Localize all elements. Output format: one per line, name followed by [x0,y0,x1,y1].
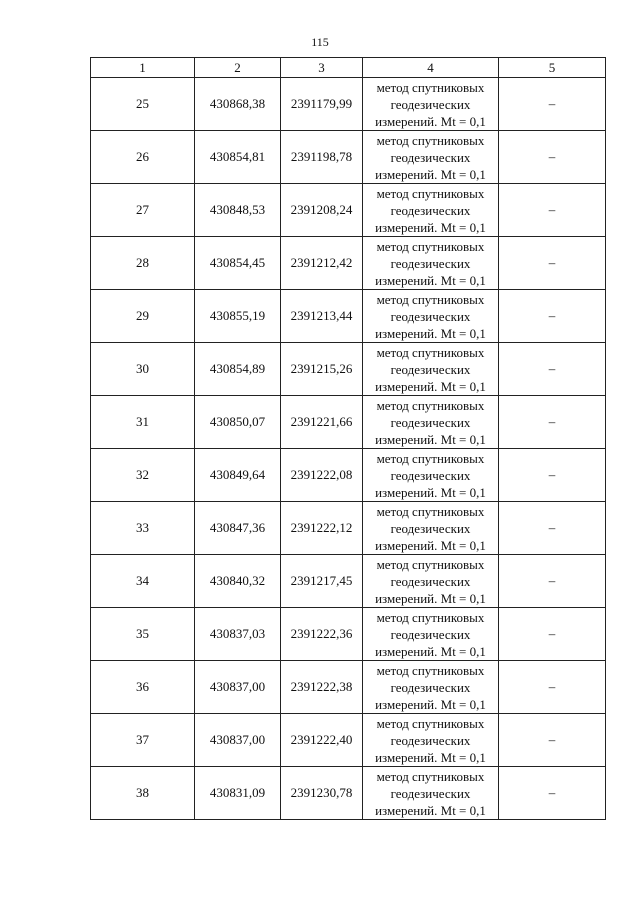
table-row [91,608,606,661]
y-coordinate-cell: 2391213,44 [281,290,363,343]
table-row [91,290,606,343]
method-cell: метод спутниковых геодезических измерений. Mt = 0,1 [363,555,499,608]
y-coordinate-cell: 2391212,42 [281,237,363,290]
table-row [91,237,606,290]
x-coordinate-cell: 430840,32 [195,555,281,608]
column-header-4: 4 [363,58,499,78]
y-coordinate-cell: 2391208,24 [281,184,363,237]
page-number: 115 [311,35,329,49]
note-cell: – [499,449,606,502]
point-number-cell: 32 [91,449,195,502]
note-cell: – [499,502,606,555]
note-cell: – [499,608,606,661]
table-row [91,767,606,820]
method-cell: метод спутниковых геодезических измерений. Mt = 0,1 [363,78,499,131]
x-coordinate-cell: 430850,07 [195,396,281,449]
table-body [91,78,606,820]
x-coordinate-cell: 430837,00 [195,661,281,714]
point-number-cell: 36 [91,661,195,714]
note-cell: – [499,237,606,290]
point-number-cell: 26 [91,131,195,184]
point-number-cell: 30 [91,343,195,396]
y-coordinate-cell: 2391222,38 [281,661,363,714]
x-coordinate-cell: 430831,09 [195,767,281,820]
y-coordinate-cell: 2391221,66 [281,396,363,449]
x-coordinate-cell: 430837,03 [195,608,281,661]
table-row [91,555,606,608]
note-cell: – [499,184,606,237]
table-row [91,502,606,555]
method-cell: метод спутниковых геодезических измерений. Mt = 0,1 [363,714,499,767]
table-row [91,449,606,502]
method-cell: метод спутниковых геодезических измерений. Mt = 0,1 [363,343,499,396]
method-cell: метод спутниковых геодезических измерений. Mt = 0,1 [363,396,499,449]
column-header-3: 3 [281,58,363,78]
y-coordinate-cell: 2391230,78 [281,767,363,820]
y-coordinate-cell: 2391222,12 [281,502,363,555]
note-cell: – [499,343,606,396]
table-row [91,396,606,449]
method-cell: метод спутниковых геодезических измерений. Mt = 0,1 [363,502,499,555]
point-number-cell: 25 [91,78,195,131]
x-coordinate-cell: 430854,89 [195,343,281,396]
x-coordinate-cell: 430848,53 [195,184,281,237]
column-header-2: 2 [195,58,281,78]
note-cell: – [499,767,606,820]
y-coordinate-cell: 2391222,40 [281,714,363,767]
table-row [91,343,606,396]
method-cell: метод спутниковых геодезических измерений. Mt = 0,1 [363,608,499,661]
point-number-cell: 34 [91,555,195,608]
method-cell: метод спутниковых геодезических измерений. Mt = 0,1 [363,449,499,502]
point-number-cell: 35 [91,608,195,661]
x-coordinate-cell: 430847,36 [195,502,281,555]
method-cell: метод спутниковых геодезических измерений. Mt = 0,1 [363,131,499,184]
y-coordinate-cell: 2391179,99 [281,78,363,131]
note-cell: – [499,290,606,343]
note-cell: – [499,661,606,714]
method-cell: метод спутниковых геодезических измерений. Mt = 0,1 [363,661,499,714]
table-row [91,184,606,237]
x-coordinate-cell: 430855,19 [195,290,281,343]
y-coordinate-cell: 2391222,36 [281,608,363,661]
note-cell: – [499,131,606,184]
y-coordinate-cell: 2391222,08 [281,449,363,502]
note-cell: – [499,555,606,608]
method-cell: метод спутниковых геодезических измерений. Mt = 0,1 [363,237,499,290]
note-cell: – [499,396,606,449]
table-row [91,661,606,714]
x-coordinate-cell: 430854,81 [195,131,281,184]
column-header-1: 1 [91,58,195,78]
table-row [91,131,606,184]
point-number-cell: 37 [91,714,195,767]
column-header-5: 5 [499,58,606,78]
y-coordinate-cell: 2391217,45 [281,555,363,608]
y-coordinate-cell: 2391215,26 [281,343,363,396]
point-number-cell: 33 [91,502,195,555]
table-header [91,58,606,78]
point-number-cell: 31 [91,396,195,449]
table-row [91,78,606,131]
table-row [91,714,606,767]
y-coordinate-cell: 2391198,78 [281,131,363,184]
method-cell: метод спутниковых геодезических измерений. Mt = 0,1 [363,767,499,820]
method-cell: метод спутниковых геодезических измерений. Mt = 0,1 [363,184,499,237]
x-coordinate-cell: 430868,38 [195,78,281,131]
x-coordinate-cell: 430854,45 [195,237,281,290]
coordinates-table [90,57,606,820]
header-row [91,58,606,78]
note-cell: – [499,714,606,767]
x-coordinate-cell: 430837,00 [195,714,281,767]
note-cell: – [499,78,606,131]
point-number-cell: 29 [91,290,195,343]
point-number-cell: 28 [91,237,195,290]
x-coordinate-cell: 430849,64 [195,449,281,502]
point-number-cell: 27 [91,184,195,237]
point-number-cell: 38 [91,767,195,820]
method-cell: метод спутниковых геодезических измерений. Mt = 0,1 [363,290,499,343]
